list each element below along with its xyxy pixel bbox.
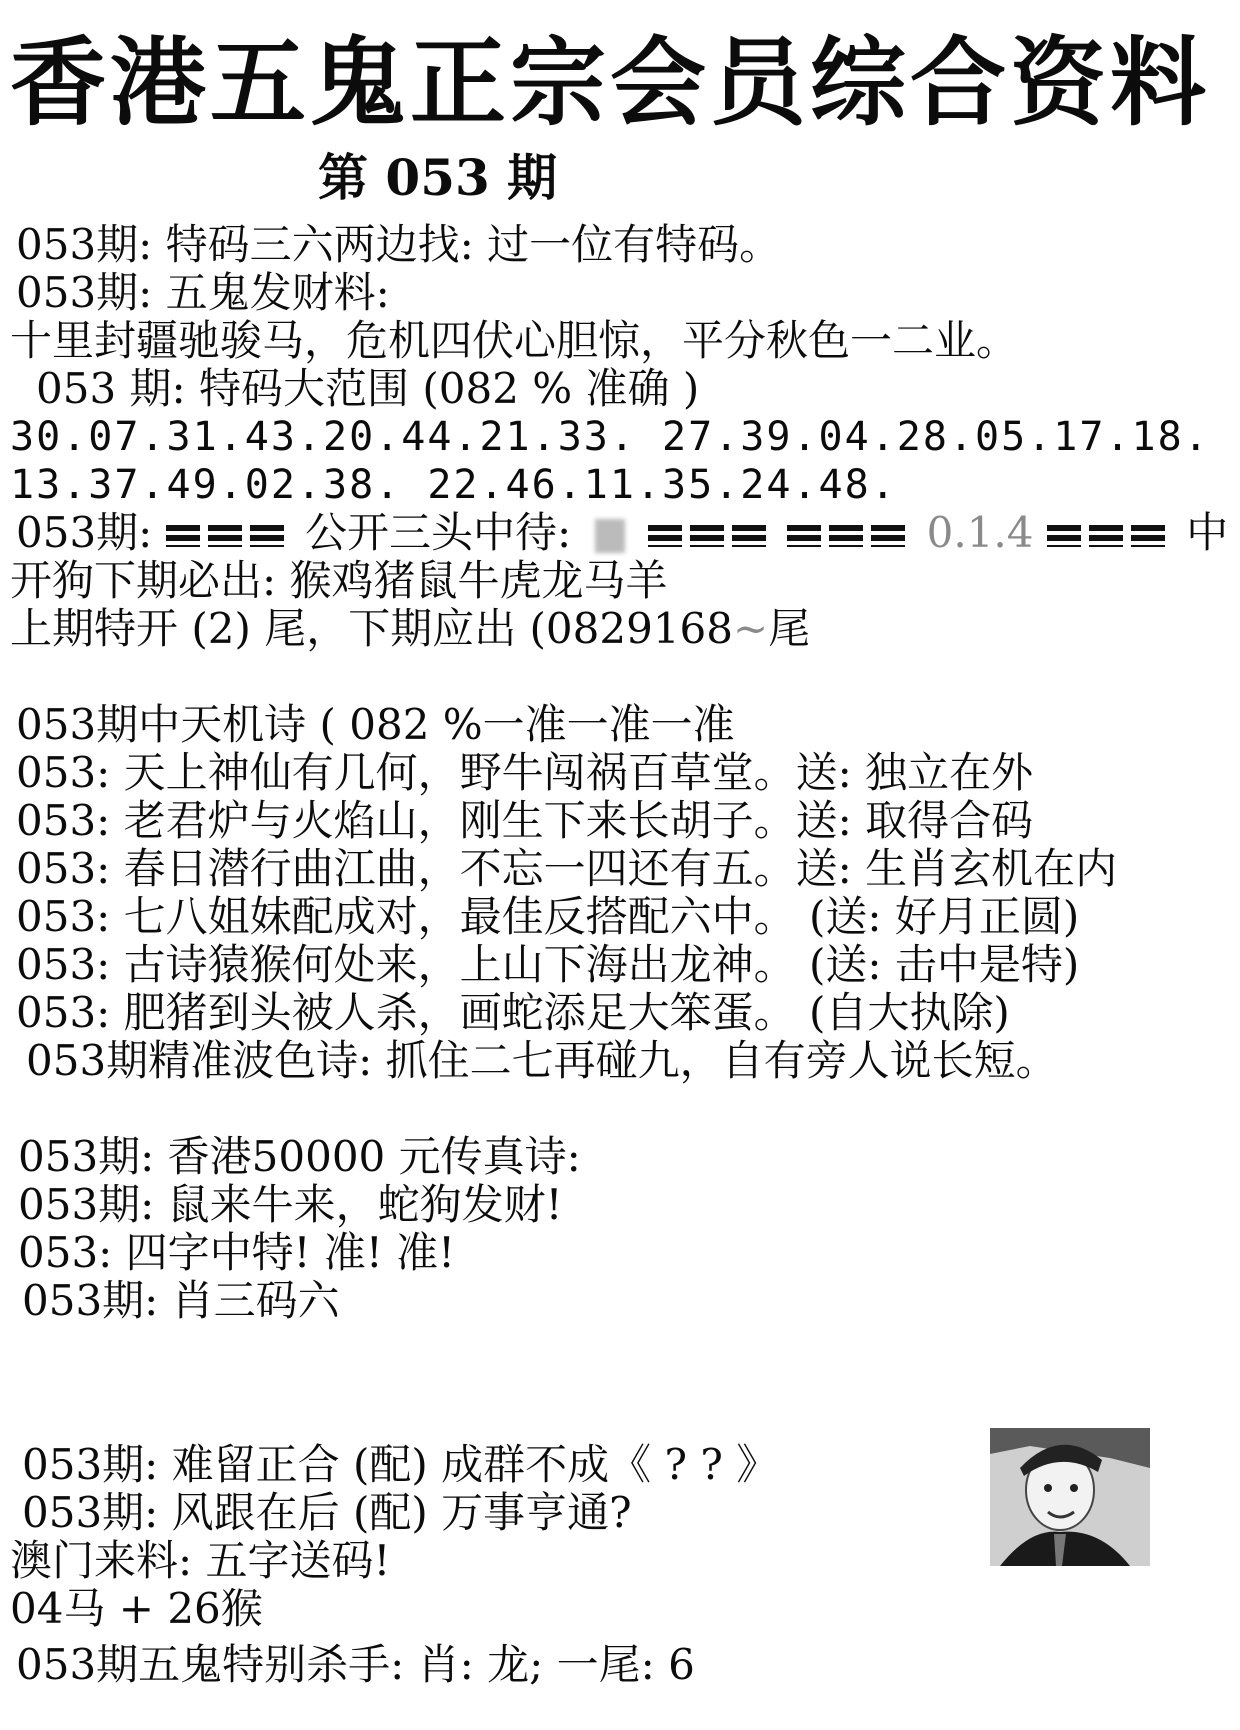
redaction-block bbox=[166, 525, 200, 547]
text-line: 开狗下期必出: 猴鸡猪鼠牛虎龙马羊 bbox=[10, 556, 668, 605]
redaction-block bbox=[829, 525, 863, 547]
blurred-mark bbox=[595, 519, 625, 553]
text-line: 053: 春日潜行曲江曲，不忘一四还有五。送: 生肖玄机在内 bbox=[16, 844, 1118, 893]
number-row: 13.37.49.02.38. 22.46.11.35.24.48. bbox=[10, 462, 897, 508]
redaction-block bbox=[648, 525, 682, 547]
text-line: 053: 老君炉与火焰山，刚生下来长胡子。送: 取得合码 bbox=[16, 796, 1034, 845]
text-line: 053: 七八姐妹配成对，最佳反搭配六中。 (送: 好月正圆) bbox=[16, 892, 1080, 941]
text-line: 053: 肥猪到头被人杀，画蛇添足大笨蛋。 (自大执除) bbox=[16, 988, 1010, 1037]
text-line: 053期: 特码三六两边找: 过一位有特码。 bbox=[16, 220, 782, 269]
text-line: 053期: 香港50000 元传真诗: bbox=[18, 1132, 581, 1181]
redaction-block bbox=[787, 525, 821, 547]
text-line: 053期: 肖三码六 bbox=[22, 1276, 340, 1325]
issue-number: 第 053 期 bbox=[318, 148, 558, 207]
text-line: 澳门来料: 五字送码! bbox=[10, 1536, 391, 1585]
text-line: 053期中天机诗 ( 082 %一准一准一准 bbox=[16, 700, 735, 749]
redaction-block bbox=[250, 525, 284, 547]
tail-text: 上期特开 (2) 尾，下期应出 (0829168 bbox=[10, 604, 733, 653]
text-line: 053: 天上神仙有几何，野牛闯祸百草堂。送: 独立在外 bbox=[16, 748, 1034, 797]
portrait-photo bbox=[990, 1428, 1150, 1566]
text-line: 053期: 风跟在后 (配) 万事亨通? bbox=[22, 1488, 632, 1537]
tail-line bbox=[10, 604, 810, 654]
scribble-mark: ~ bbox=[732, 604, 769, 653]
tail-suffix: 尾 bbox=[768, 604, 811, 653]
redacted-label: 公开三头中待: bbox=[305, 508, 572, 557]
redaction-block bbox=[1131, 525, 1165, 547]
redaction-block bbox=[690, 525, 724, 547]
redaction-block bbox=[871, 525, 905, 547]
text-line: 053: 四字中特! 准! 准! bbox=[18, 1228, 456, 1277]
redaction-block bbox=[208, 525, 242, 547]
text-line: 053: 古诗猿猴何处来，上山下海出龙神。 (送: 击中是特) bbox=[16, 940, 1080, 989]
redaction-block bbox=[1089, 525, 1123, 547]
text-line: 053期: 鼠来牛来，蛇狗发财! bbox=[18, 1180, 563, 1229]
text-line: 053期: 难留正合 (配) 成群不成《 ? ? 》 bbox=[22, 1440, 779, 1489]
text-line: 053期精准波色诗: 抓住二七再碰九，自有旁人说长短。 bbox=[26, 1036, 1058, 1085]
redacted-digits: 0.1.4 bbox=[926, 508, 1034, 557]
text-line: 053期: 五鬼发财料: bbox=[16, 268, 390, 317]
number-row: 30.07.31.43.20.44.21.33. 27.39.04.28.05.17.18. bbox=[10, 414, 1210, 460]
text-line: 053期五鬼特别杀手: 肖: 龙; 一尾: 6 bbox=[16, 1640, 695, 1689]
redacted-suffix: 中 bbox=[1186, 508, 1229, 557]
text-line: 053 期: 特码大范围 (082 % 准确 ) bbox=[36, 364, 700, 413]
portrait-graphic bbox=[990, 1428, 1150, 1566]
redacted-line bbox=[16, 508, 1228, 558]
page-title: 香港五鬼正宗会员综合资料 bbox=[10, 26, 1210, 139]
text-line: 04马 + 26猴 bbox=[10, 1584, 263, 1633]
redaction-block bbox=[1047, 525, 1081, 547]
text-line: 十里封疆驰骏马，危机四伏心胆惊，平分秋色一二业。 bbox=[10, 316, 1019, 365]
line-prefix: 053期: bbox=[16, 508, 166, 557]
redaction-block bbox=[732, 525, 766, 547]
